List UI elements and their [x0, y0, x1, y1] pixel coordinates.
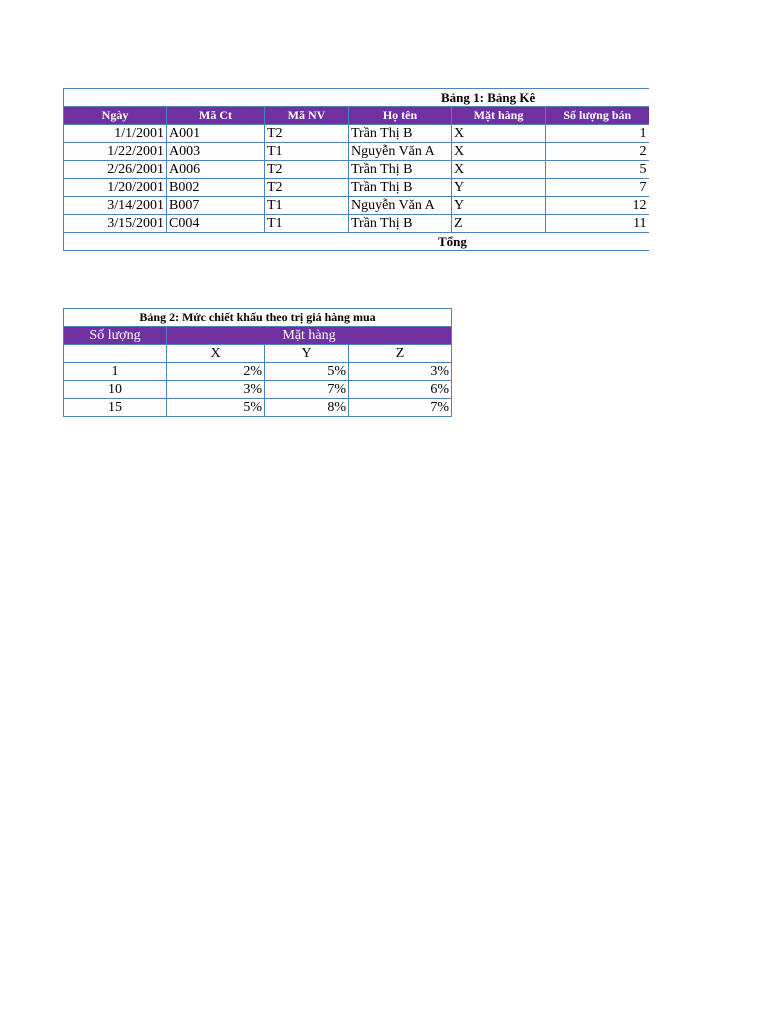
empty-cell: [64, 345, 167, 363]
cell-ho-ten: Trần Thị B: [349, 179, 452, 197]
cell-ho-ten: Trần Thị B: [349, 125, 452, 143]
cell-date: 2/26/2001: [64, 161, 167, 179]
cell-so-luong: 5: [546, 161, 649, 179]
cell-date: 1/22/2001: [64, 143, 167, 161]
cell-rate-x: 5%: [167, 399, 265, 417]
cell-mat-hang: X: [452, 125, 546, 143]
cell-date: 3/15/2001: [64, 215, 167, 233]
cell-ma-nv: T1: [265, 143, 349, 161]
cell-so-luong: 7: [546, 179, 649, 197]
item-x-label: X: [167, 345, 265, 363]
header-mat-hang: Mặt hàng: [167, 327, 452, 345]
cell-ma-nv: T2: [265, 179, 349, 197]
cell-rate-x: 3%: [167, 381, 265, 399]
cell-ma-ct: C004: [167, 215, 265, 233]
cell-mat-hang: Y: [452, 179, 546, 197]
table-header-row: [64, 327, 452, 345]
table-muc-chiet-khau: [63, 308, 452, 417]
cell-ma-ct: B002: [167, 179, 265, 197]
table-total-row: [64, 233, 649, 251]
cell-ma-nv: T2: [265, 161, 349, 179]
cell-rate-z: 7%: [349, 399, 452, 417]
table-row: [64, 363, 452, 381]
table-title: Bảng 2: Mức chiết khấu theo trị giá hàng mua: [64, 309, 452, 327]
cell-rate-y: 8%: [265, 399, 349, 417]
table-row: [64, 161, 649, 179]
header-so-luong-ban: Số lượng bán: [546, 107, 649, 125]
table-row: [64, 399, 452, 417]
header-ngay: Ngày: [64, 107, 167, 125]
table-title-row: [64, 309, 452, 327]
table-title-row: [64, 89, 649, 107]
cell-ma-nv: T1: [265, 197, 349, 215]
cell-rate-x: 2%: [167, 363, 265, 381]
table-row: [64, 125, 649, 143]
table-subheader-row: [64, 345, 452, 363]
cell-rate-y: 7%: [265, 381, 349, 399]
table-row: [64, 179, 649, 197]
header-so-luong: Số lượng: [64, 327, 167, 345]
header-ma-ct: Mã Ct: [167, 107, 265, 125]
header-ho-ten: Họ tên: [349, 107, 452, 125]
cell-ma-ct: A006: [167, 161, 265, 179]
cell-ho-ten: Nguyễn Văn A: [349, 143, 452, 161]
cell-mat-hang: Z: [452, 215, 546, 233]
table-bang-ke: [63, 88, 649, 251]
table-header-row: [64, 107, 649, 125]
cell-rate-z: 6%: [349, 381, 452, 399]
cell-qty: 1: [64, 363, 167, 381]
cell-so-luong: 12: [546, 197, 649, 215]
header-mat-hang: Mặt hàng: [452, 107, 546, 125]
cell-ma-nv: T1: [265, 215, 349, 233]
cell-ma-nv: T2: [265, 125, 349, 143]
cell-so-luong: 2: [546, 143, 649, 161]
cell-qty: 10: [64, 381, 167, 399]
cell-rate-y: 5%: [265, 363, 349, 381]
total-label: Tổng: [64, 233, 649, 251]
item-y-label: Y: [265, 345, 349, 363]
header-ma-nv: Mã NV: [265, 107, 349, 125]
cell-date: 1/1/2001: [64, 125, 167, 143]
cell-so-luong: 1: [546, 125, 649, 143]
cell-mat-hang: X: [452, 143, 546, 161]
table-row: [64, 197, 649, 215]
cell-date: 3/14/2001: [64, 197, 167, 215]
cell-so-luong: 11: [546, 215, 649, 233]
cell-rate-z: 3%: [349, 363, 452, 381]
cell-ho-ten: Trần Thị B: [349, 161, 452, 179]
cell-ho-ten: Nguyễn Văn A: [349, 197, 452, 215]
table-title: Bảng 1: Bảng Kê: [64, 89, 649, 107]
table-row: [64, 143, 649, 161]
cell-ma-ct: B007: [167, 197, 265, 215]
cell-ma-ct: A003: [167, 143, 265, 161]
cell-date: 1/20/2001: [64, 179, 167, 197]
item-z-label: Z: [349, 345, 452, 363]
cell-ma-ct: A001: [167, 125, 265, 143]
cell-qty: 15: [64, 399, 167, 417]
table-row: [64, 215, 649, 233]
table-row: [64, 381, 452, 399]
cell-mat-hang: X: [452, 161, 546, 179]
cell-ho-ten: Trần Thị B: [349, 215, 452, 233]
cell-mat-hang: Y: [452, 197, 546, 215]
